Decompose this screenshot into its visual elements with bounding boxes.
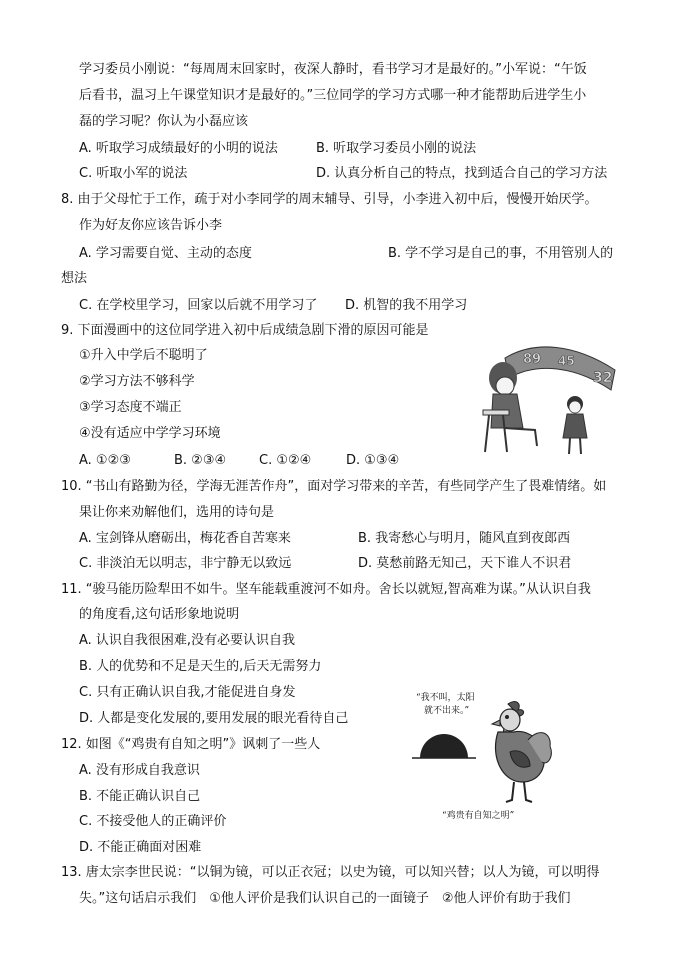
q7-text-line3: 磊的学习呢？你认为小磊应该: [79, 114, 249, 129]
q12-option-a: A. 没有形成自我意识: [79, 763, 200, 778]
q11-option-c: C. 只有正确认识自我,才能促进自身发: [79, 685, 296, 700]
q10-stem-line1: 10. “书山有路勤为径，学海无涯苦作舟”，面对学习带来的辛苦，有些同学产生了畏难情绪。如: [61, 479, 607, 494]
q8-stem-line1: 8. 由于父母忙于工作，疏于对小李同学的周末辅导、引导，小李进入初中后，慢慢开始厌学。: [61, 192, 598, 207]
q9-item-2: ②学习方法不够科学: [79, 374, 195, 389]
q10-stem-line2: 果让你来劝解他们，选用的诗句是: [79, 505, 275, 520]
q11-option-d: D. 人都是变化发展的,要用发展的眼光看待自己: [79, 711, 349, 726]
q12-option-c: C. 不接受他人的正确评价: [79, 814, 227, 829]
grades-cartoon: [465, 330, 635, 460]
q8-option-d: D. 机智的我不用学习: [345, 298, 468, 313]
q8-option-c: C. 在学校里学习，回家以后就不用学习了: [79, 298, 318, 313]
score-1: 89: [523, 352, 542, 367]
q9-item-4: ④没有适应中学学习环境: [79, 426, 221, 441]
q9-option-b: B. ②③④: [174, 453, 227, 468]
q9-item-3: ③学习态度不端正: [79, 400, 182, 415]
q11-option-b: B. 人的优势和不足是天生的,后天无需努力: [79, 659, 322, 674]
q7-text-line1: 学习委员小刚说：“每周周末回家时，夜深人静时，看书学习才是最好的。”小军说：“午饭: [79, 62, 587, 77]
rooster-speech-line1: “我不叫，太阳: [416, 693, 475, 703]
q12-option-d: D. 不能正确面对困难: [79, 840, 202, 855]
q11-stem-line2: 的角度看,这句话形象地说明: [79, 607, 240, 622]
q9-option-d: D. ①③④: [346, 453, 400, 468]
q10-option-a: A. 宝剑锋从磨砺出，梅花香自苦寒来: [79, 531, 291, 546]
q10-option-b: B. 我寄愁心与明月，随风直到夜郎西: [358, 531, 571, 546]
q13-stem-line2: 失。”这句话启示我们 ①他人评价是我们认识自己的一面镜子 ②他人评价有助于我们: [79, 891, 571, 906]
q8-option-a: A. 学习需要自觉、主动的态度: [79, 246, 252, 261]
score-2: 45: [558, 354, 575, 368]
rooster-caption: “鸡贵有自知之明”: [442, 811, 515, 821]
q10-option-d: D. 莫愁前路无知己，天下谁人不识君: [358, 556, 572, 571]
q7-text-line2: 后看书，温习上午课堂知识才是最好的。”三位同学的学习方式哪一种才能帮助后进学生小: [79, 88, 587, 103]
q7-option-c: C. 听取小军的说法: [79, 166, 188, 181]
q9-option-a: A. ①②③: [79, 453, 131, 468]
rooster-speech-line2: 就不出来。”: [424, 706, 470, 716]
q8-stem-line2: 作为好友你应该告诉小李: [79, 218, 223, 233]
q7-option-a: A. 听取学习成绩最好的小明的说法: [79, 141, 278, 156]
q10-option-c: C. 非淡泊无以明志，非宁静无以致远: [79, 556, 292, 571]
q8-option-b-cont: 想法: [61, 271, 88, 286]
q12-stem: 12. 如图《“鸡贵有自知之明”》讽刺了一些人: [61, 737, 321, 752]
rooster-cartoon: [410, 682, 555, 822]
q9-item-1: ①升入中学后不聪明了: [79, 348, 208, 363]
q8-option-b: B. 学不学习是自己的事，不用管别人的: [388, 246, 614, 261]
score-3: 32: [593, 370, 613, 386]
q11-stem-line1: 11. “骏马能历险犁田不如牛。坚车能载重渡河不如舟。舍长以就短,智高难为谋。”从认识自我: [61, 582, 591, 597]
q7-option-b: B. 听取学习委员小刚的说法: [316, 141, 477, 156]
q13-stem-line1: 13. 唐太宗李世民说：“以铜为镜，可以正衣冠；以史为镜，可以知兴替；以人为镜，可以明得: [61, 865, 600, 880]
q11-option-a: A. 认识自我很困难,没有必要认识自我: [79, 633, 296, 648]
q7-option-d: D. 认真分析自己的特点，找到适合自己的学习方法: [316, 166, 608, 181]
q9-stem: 9. 下面漫画中的这位同学进入初中后成绩急剧下滑的原因可能是: [61, 323, 429, 338]
q9-option-c: C. ①②④: [259, 453, 312, 468]
q12-option-b: B. 不能正确认识自己: [79, 789, 201, 804]
